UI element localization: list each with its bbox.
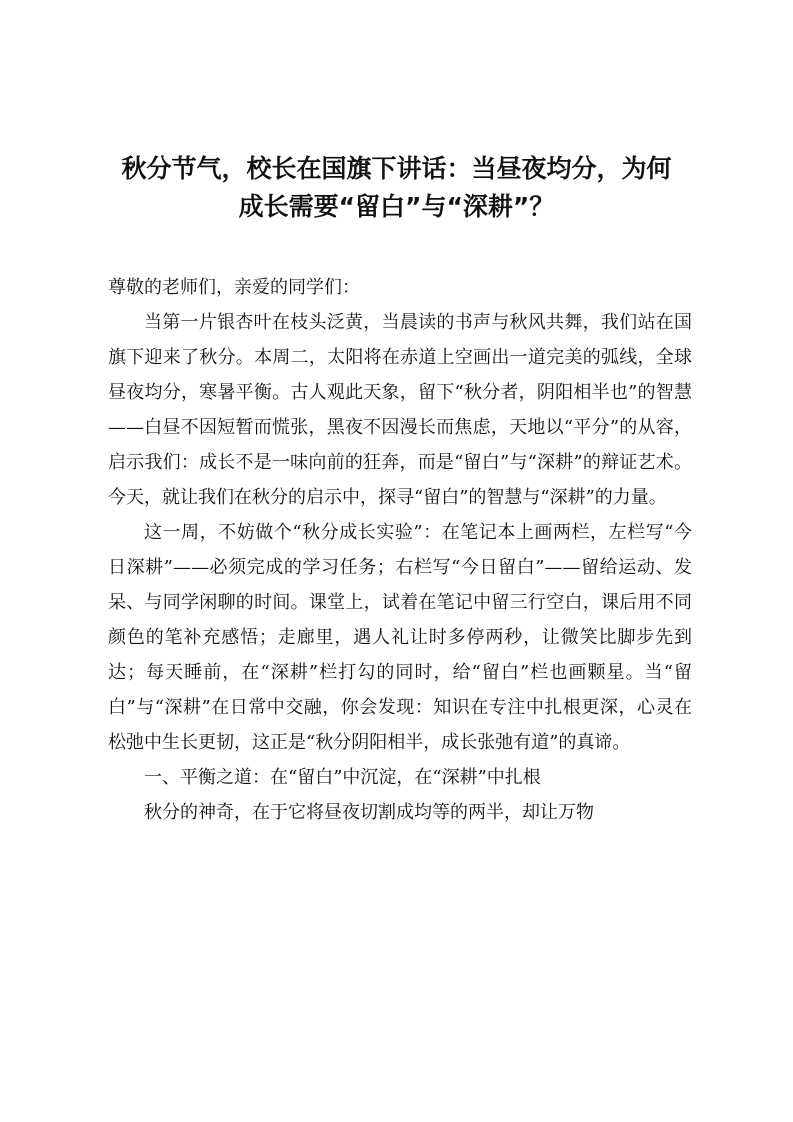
salutation: 尊敬的老师们，亲爱的同学们： [108, 277, 360, 298]
title-line-1: 秋分节气，校长在国旗下讲话：当昼夜均分，为何 [121, 154, 672, 183]
section-1-heading: 一、平衡之道：在“留白”中沉淀，在“深耕”中扎根 [144, 767, 541, 788]
title-line-2: 成长需要“留白”与“深耕”？ [238, 192, 555, 221]
paragraph-3: 秋分的神奇，在于它将昼夜切割成均等的两半，却让万物 [144, 802, 594, 823]
paragraph-1: 当第一片银杏叶在枝头泛黄，当晨读的书声与秋风共舞，我们站在国旗下迎来了秋分。本周二，太阳将在赤道上空画出一道完美的弧线，全球昼夜均分，寒暑平衡。古人观此天象，留下“秋分者，阴阳相半也”的智慧——白昼不因短暂而慌张，黑夜不因漫长而焦虑，天地以“平分”的从容，启示我们：成长不是一味向前的狂奔，而是“留白”与“深耕”的辩证艺术。今天，就让我们在秋分的启示中，探寻“留白”的智慧与“深耕”的力量。 [108, 312, 692, 508]
paragraph-2: 这一周，不妨做个“秋分成长实验”：在笔记本上画两栏，左栏写“今日深耕”——必须完成的学习任务；右栏写“今日留白”——留给运动、发呆、与同学闲聊的时间。课堂上，试着在笔记中留三行空白，课后用不同颜色的笔补充感悟；走廊里，遇人礼让时多停两秒，让微笑比脚步先到达；每天睡前，在“深耕”栏打勾的同时，给“留白”栏也画颗星。当“留白”与“深耕”在日常中交融，你会发现：知识在专注中扎根更深，心灵在松弛中生长更韧，这正是“秋分阴阳相半，成长张弛有道”的真谛。 [108, 522, 692, 753]
document-title [100, 150, 693, 226]
document-body [108, 270, 692, 830]
